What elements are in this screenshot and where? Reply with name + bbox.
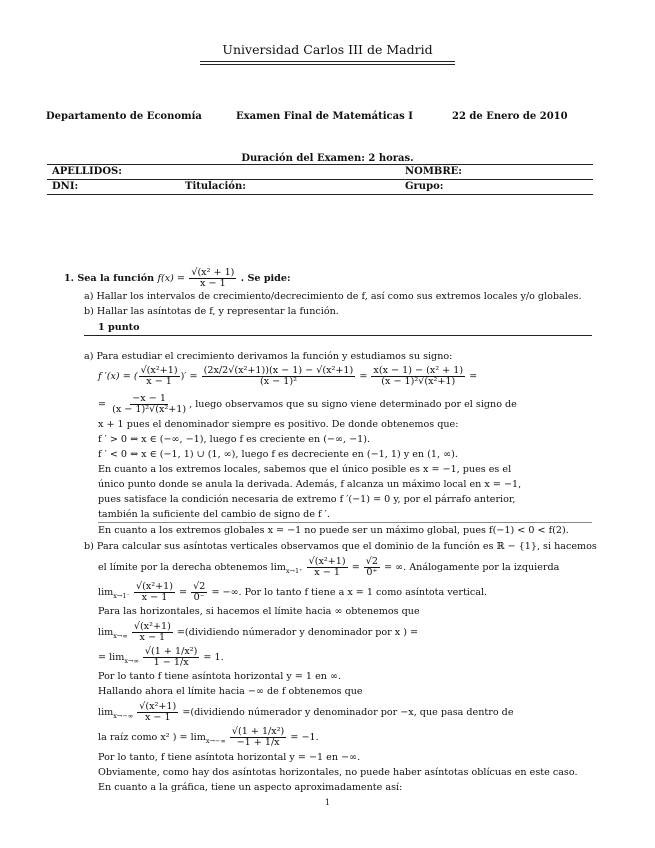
b9-sub: x→−∞ (113, 711, 134, 720)
b9-post: =(dividiendo númerador y denominador por −x, que pasa dentro de (182, 707, 514, 718)
page-number: 1 (324, 798, 331, 807)
titulacion-label: Titulación: (185, 181, 246, 192)
b2-den: x − 1 (314, 567, 340, 578)
solution-b-line-2 (98, 557, 559, 578)
question-fraction-num: √(x² + 1) (191, 267, 235, 278)
solution-b-line-11: Por lo tanto, f tiene asíntota horizontal y = −1 en −∞. (98, 752, 361, 763)
b2-post: = ∞. Análogamente por la izquierda (384, 562, 560, 573)
solution-line-5: f ′ < 0 ⇔ x ∈ (−1, 1) ∪ (1, ∞), luego f es decreciente en (−1, 1) y en (1, ∞). (98, 449, 458, 460)
b5-fraction (132, 622, 173, 643)
deriv-prime: )′ = (180, 371, 198, 382)
solution-b-line-5 (98, 622, 418, 643)
deriv-f-fraction (139, 366, 180, 387)
question-statement (64, 268, 291, 289)
solution-line-4: f ′ > 0 ⇔ x ∈ (−∞, −1), luego f es creciente en (−∞, −1). (98, 434, 370, 445)
b5-post: =(dividiendo númerador y denominador por x ) = (176, 627, 419, 638)
dni-label: DNI: (52, 181, 79, 192)
b10-den: −1 + 1/x (236, 737, 280, 748)
b10-num: √(1 + 1/x²) (231, 726, 285, 737)
solution-line-3: x + 1 pues el denominador siempre es positivo. De donde obtenemos que: (98, 419, 459, 430)
solution-b-line-3 (98, 582, 487, 603)
b5-num: √(x²+1) (133, 621, 171, 632)
solution-line-7: único punto donde se anula la derivada. Además, f alcanza un máximo local en x = −1, (98, 479, 522, 490)
b9-pre: lim (98, 707, 114, 718)
b9-num: √(x²+1) (139, 701, 177, 712)
b2-fraction (307, 557, 348, 578)
question-rule (84, 335, 592, 336)
b6-den: 1 − 1/x (153, 657, 189, 668)
b5-pre: lim (98, 627, 114, 638)
solution-b-line-7: Por lo tanto f tiene asíntota horizontal y = 1 en ∞. (98, 671, 342, 682)
b10-pre: la raíz como x² ) = lim (98, 732, 206, 743)
deriv-lhs: f ′(x) = ( (98, 371, 138, 382)
department: Departamento de Economía (46, 111, 202, 122)
solution-b-line-12: Obviamente, como hay dos asíntotas horizontales, no puede haber asíntotas oblícuas en este caso. (98, 767, 578, 778)
solution-b-line-9 (98, 702, 514, 723)
solution-a-intro: a) Para estudiar el crecimiento derivamos la función y estudiamos su signo: (84, 351, 453, 362)
b3-post: = −∞. Por lo tanto f tiene a x = 1 como asíntota vertical. (211, 587, 488, 598)
university-title: Universidad Carlos III de Madrid (222, 42, 433, 57)
form-rule-mid (47, 179, 593, 180)
solution-line-6: En cuanto a los extremos locales, sabemos que el único posible es x = −1, pues es el (98, 464, 512, 475)
b3-sub: x→1⁻ (113, 591, 130, 600)
b2-fraction-2 (364, 557, 380, 578)
deriv-f-num: √(x²+1) (140, 365, 178, 376)
b3-eq: = (179, 587, 188, 598)
title-rule-1 (200, 61, 455, 62)
line2-pre: = (98, 399, 107, 410)
solution-b-line-10 (98, 727, 319, 748)
question-se-pide: . Se pide: (240, 273, 291, 284)
question-func: f(x) = (157, 273, 185, 284)
line2-num: −x − 1 (132, 393, 166, 404)
grupo-label: Grupo: (405, 181, 444, 192)
question-part-b: b) Hallar las asíntotas de f, y representar la función. (84, 306, 339, 317)
derivative-line-2 (98, 394, 517, 415)
question-fraction-den: x − 1 (200, 278, 226, 289)
b3-den2: 0⁻ (193, 592, 205, 603)
deriv-end: = (469, 371, 478, 382)
b2-den2: 0⁺ (366, 567, 378, 578)
question-fraction (189, 268, 236, 289)
solution-line-10: En cuanto a los extremos globales x = −1 no puede ser un máximo global, pues f(−1) < 0 < f(2). (98, 525, 569, 536)
deriv-right-num: x(x − 1) − (x² + 1) (373, 365, 464, 376)
b6-sub: x→∞ (124, 656, 139, 665)
b10-fraction (230, 727, 286, 748)
deriv-f-den: x − 1 (146, 376, 172, 387)
title-rule-2 (200, 64, 455, 65)
nombre-label: NOMBRE: (405, 166, 462, 177)
b5-sub: x→∞ (113, 631, 128, 640)
b9-den: x − 1 (144, 712, 171, 723)
b6-num: √(1 + 1/x²) (144, 646, 198, 657)
b2-num: √(x²+1) (308, 556, 346, 567)
solution-b-line-4: Para las horizontales, si hacemos el límite hacia ∞ obtenemos que (98, 606, 420, 617)
apellidos-label: APELLIDOS: (52, 166, 122, 177)
solution-b-line-6 (98, 647, 224, 668)
b5-den: x − 1 (139, 632, 166, 643)
exam-date: 22 de Enero de 2010 (452, 111, 568, 122)
b3-num: √(x²+1) (135, 581, 173, 592)
b2-pre: el límite por la derecha obtenemos lim (98, 562, 286, 573)
b3-fraction (134, 582, 175, 603)
exam-duration: Duración del Examen: 2 horas. (241, 153, 414, 164)
solution-a-rule (98, 522, 592, 523)
solution-b-line-8: Hallando ahora el límite hacia −∞ de f obtenemos que (98, 686, 363, 697)
deriv-mid-num: (2x/2√(x²+1))(x − 1) − √(x²+1) (203, 365, 354, 376)
b10-post: = −1. (290, 732, 319, 743)
b2-sub: x→1⁺ (285, 566, 303, 575)
deriv-eq: = (359, 371, 368, 382)
question-part-a: a) Hallar los intervalos de crecimiento/decrecimiento de f, así como sus extremos locales y/o globales. (84, 291, 582, 302)
b6-post: = 1. (203, 652, 224, 663)
b2-num2: √2 (365, 556, 379, 567)
b3-pre: lim (98, 587, 114, 598)
solution-b-line-13: En cuanto a la gráfica, tiene un aspecto aproximadamente así: (98, 782, 403, 793)
question-lead: 1. Sea la función (64, 273, 155, 284)
form-rule-bottom (47, 194, 593, 195)
line2-den: (x − 1)²√(x²+1) (112, 404, 187, 415)
question-points: 1 punto (98, 322, 140, 333)
b6-fraction (143, 647, 199, 668)
b3-den: x − 1 (141, 592, 168, 603)
derivative-line (98, 366, 477, 387)
b9-fraction (137, 702, 178, 723)
solution-line-9: también la suficiente del cambio de signo de f ′. (98, 509, 330, 520)
b6-pre: = lim (98, 652, 125, 663)
line2-post: , luego observamos que su signo viene determinado por el signo de (189, 399, 517, 410)
b3-fraction-2 (191, 582, 207, 603)
b2-eq: = (351, 562, 360, 573)
solution-line-8: pues satisface la condición necesaria de extremo f ′(−1) = 0 y, por el párrafo anterior, (98, 494, 516, 505)
deriv-mid-fraction (202, 366, 356, 387)
deriv-right-den: (x − 1)²√(x²+1) (381, 376, 456, 387)
deriv-mid-den: (x − 1)² (259, 376, 297, 387)
form-rule-top (47, 164, 593, 165)
b10-sub: x→−∞ (205, 736, 226, 745)
deriv-right-fraction (371, 366, 465, 387)
exam-title: Examen Final de Matemáticas I (236, 111, 413, 122)
line2-fraction (110, 394, 188, 415)
solution-b-line-1: b) Para calcular sus asíntotas verticales observamos que el dominio de la función es ℝ − {1}, si hacemos (84, 541, 597, 552)
b3-num2: √2 (193, 581, 206, 592)
